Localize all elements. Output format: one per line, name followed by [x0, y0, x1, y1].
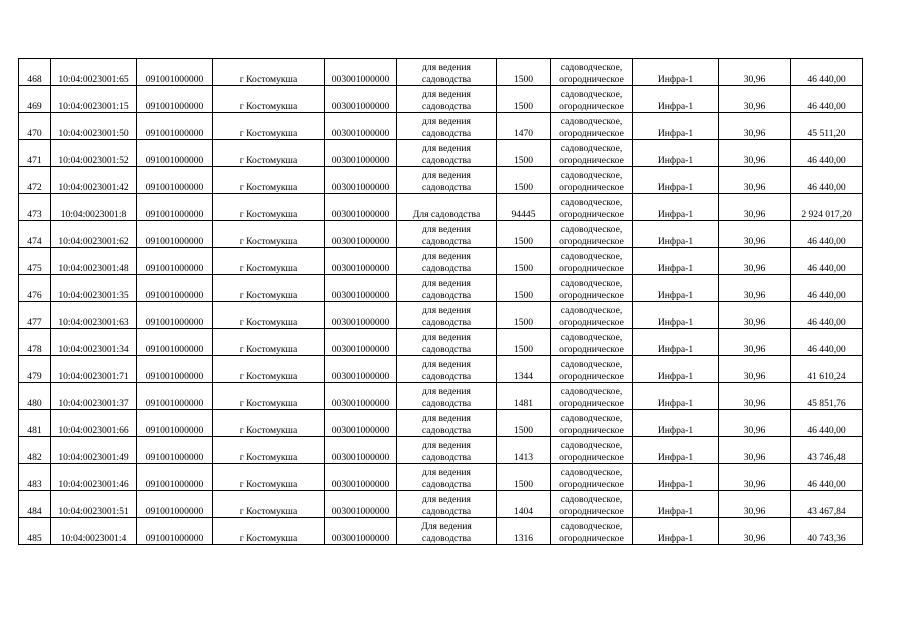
rate-cell: 30,96 [719, 275, 791, 302]
table-row [19, 248, 863, 275]
row-number-cell: 482 [19, 437, 51, 464]
row-number-cell: 469 [19, 86, 51, 113]
permitted-use-line-1: для ведения [422, 143, 471, 154]
locality-cell: г Костомукша [213, 275, 325, 302]
area-cell: 1470 [497, 113, 551, 140]
group-cell: Инфра-1 [633, 59, 719, 86]
category-cell [551, 437, 633, 464]
cadastral-number-cell: 10:04:0023001:63 [51, 302, 137, 329]
permitted-use-cell [397, 59, 497, 86]
permitted-use-cell [397, 167, 497, 194]
oktmo-cell: 091001000000 [137, 464, 213, 491]
permitted-use-line-1: для ведения [422, 170, 471, 181]
code-cell: 003001000000 [325, 113, 397, 140]
rate-cell: 30,96 [719, 383, 791, 410]
category-line-2: огородническое [559, 343, 624, 355]
permitted-use-line-1: для ведения [422, 89, 471, 100]
locality-cell: г Костомукша [213, 437, 325, 464]
category-line-2: огородническое [559, 316, 624, 328]
cadastral-cost-cell: 43 746,48 [791, 437, 863, 464]
locality-cell: г Костомукша [213, 86, 325, 113]
permitted-use-line-2: садоводства [421, 73, 472, 85]
row-number-cell: 485 [19, 518, 51, 545]
permitted-use-line-2: садоводства [421, 262, 472, 274]
category-line-1: садоводческое, [560, 224, 623, 235]
oktmo-cell: 091001000000 [137, 518, 213, 545]
permitted-use-cell [397, 248, 497, 275]
category-line-2: огородническое [559, 370, 624, 382]
rate-cell: 30,96 [719, 221, 791, 248]
area-cell: 1500 [497, 221, 551, 248]
permitted-use-line-1: для ведения [422, 332, 471, 343]
rate-cell: 30,96 [719, 410, 791, 437]
code-cell: 003001000000 [325, 221, 397, 248]
row-number-cell: 481 [19, 410, 51, 437]
permitted-use-cell [397, 518, 497, 545]
cadastral-number-cell: 10:04:0023001:42 [51, 167, 137, 194]
table-row [19, 194, 863, 221]
cadastral-number-cell: 10:04:0023001:49 [51, 437, 137, 464]
permitted-use-line-1: для ведения [422, 116, 471, 127]
permitted-use-line-2: садоводства [421, 154, 472, 166]
category-line-1: садоводческое, [560, 116, 623, 127]
category-line-1: садоводческое, [560, 170, 623, 181]
cadastral-cost-cell: 46 440,00 [791, 86, 863, 113]
locality-cell: г Костомукша [213, 167, 325, 194]
group-cell: Инфра-1 [633, 491, 719, 518]
cadastral-cost-cell: 46 440,00 [791, 410, 863, 437]
rate-cell: 30,96 [719, 167, 791, 194]
category-cell [551, 464, 633, 491]
rate-cell: 30,96 [719, 491, 791, 518]
permitted-use-cell [397, 464, 497, 491]
area-cell: 1500 [497, 275, 551, 302]
permitted-use-line-2: садоводства [421, 370, 472, 382]
oktmo-cell: 091001000000 [137, 167, 213, 194]
permitted-use-cell [397, 356, 497, 383]
cadastral-number-cell: 10:04:0023001:66 [51, 410, 137, 437]
category-line-1: садоводческое, [560, 467, 623, 478]
table-row [19, 167, 863, 194]
category-line-1: садоводческое, [560, 305, 623, 316]
cadastral-cost-cell: 46 440,00 [791, 302, 863, 329]
row-number-cell: 483 [19, 464, 51, 491]
rate-cell: 30,96 [719, 140, 791, 167]
table-row [19, 275, 863, 302]
code-cell: 003001000000 [325, 437, 397, 464]
oktmo-cell: 091001000000 [137, 86, 213, 113]
permitted-use-line-1: для ведения [422, 386, 471, 397]
permitted-use-line-2: садоводства [421, 343, 472, 355]
table-row [19, 59, 863, 86]
permitted-use-line-1: для ведения [422, 251, 471, 262]
permitted-use-line-2: садоводства [421, 505, 472, 517]
cadastral-number-cell: 10:04:0023001:15 [51, 86, 137, 113]
oktmo-cell: 091001000000 [137, 356, 213, 383]
oktmo-cell: 091001000000 [137, 221, 213, 248]
table-body [19, 59, 863, 545]
table-row [19, 329, 863, 356]
cadastral-cost-cell: 40 743,36 [791, 518, 863, 545]
cadastral-number-cell: 10:04:0023001:46 [51, 464, 137, 491]
code-cell: 003001000000 [325, 302, 397, 329]
category-cell [551, 86, 633, 113]
permitted-use-line-1: для ведения [422, 62, 471, 73]
table-row [19, 491, 863, 518]
category-line-2: огородническое [559, 424, 624, 436]
table-row [19, 113, 863, 140]
oktmo-cell: 091001000000 [137, 275, 213, 302]
category-line-2: огородническое [559, 505, 624, 517]
cadastral-number-cell: 10:04:0023001:37 [51, 383, 137, 410]
land-plots-table [18, 58, 863, 545]
permitted-use-line-2: садоводства [421, 451, 472, 463]
table-row [19, 302, 863, 329]
permitted-use-line-2: садоводства [421, 127, 472, 139]
locality-cell: г Костомукша [213, 140, 325, 167]
locality-cell: г Костомукша [213, 329, 325, 356]
category-cell [551, 59, 633, 86]
table-row [19, 518, 863, 545]
code-cell: 003001000000 [325, 383, 397, 410]
row-number-cell: 474 [19, 221, 51, 248]
locality-cell: г Костомукша [213, 464, 325, 491]
locality-cell: г Костомукша [213, 383, 325, 410]
oktmo-cell: 091001000000 [137, 491, 213, 518]
permitted-use-line-1: для ведения [422, 494, 471, 505]
cadastral-number-cell: 10:04:0023001:71 [51, 356, 137, 383]
cadastral-number-cell: 10:04:0023001:48 [51, 248, 137, 275]
cadastral-number-cell: 10:04:0023001:35 [51, 275, 137, 302]
cadastral-cost-cell: 46 440,00 [791, 167, 863, 194]
cadastral-number-cell: 10:04:0023001:51 [51, 491, 137, 518]
rate-cell: 30,96 [719, 329, 791, 356]
row-number-cell: 475 [19, 248, 51, 275]
cadastral-number-cell: 10:04:0023001:62 [51, 221, 137, 248]
area-cell: 94445 [497, 194, 551, 221]
permitted-use-cell [397, 383, 497, 410]
category-line-1: садоводческое, [560, 521, 623, 532]
group-cell: Инфра-1 [633, 437, 719, 464]
permitted-use-cell [397, 86, 497, 113]
permitted-use-line-1: для ведения [422, 413, 471, 424]
group-cell: Инфра-1 [633, 167, 719, 194]
category-cell [551, 383, 633, 410]
code-cell: 003001000000 [325, 410, 397, 437]
group-cell: Инфра-1 [633, 356, 719, 383]
code-cell: 003001000000 [325, 248, 397, 275]
area-cell: 1500 [497, 410, 551, 437]
row-number-cell: 479 [19, 356, 51, 383]
area-cell: 1500 [497, 167, 551, 194]
row-number-cell: 484 [19, 491, 51, 518]
cadastral-number-cell: 10:04:0023001:65 [51, 59, 137, 86]
cadastral-cost-cell: 46 440,00 [791, 59, 863, 86]
row-number-cell: 478 [19, 329, 51, 356]
category-cell [551, 140, 633, 167]
category-line-2: огородническое [559, 451, 624, 463]
locality-cell: г Костомукша [213, 113, 325, 140]
cadastral-number-cell: 10:04:0023001:34 [51, 329, 137, 356]
group-cell: Инфра-1 [633, 464, 719, 491]
group-cell: Инфра-1 [633, 410, 719, 437]
category-line-2: огородническое [559, 289, 624, 301]
permitted-use-line-2: садоводства [421, 100, 472, 112]
area-cell: 1404 [497, 491, 551, 518]
row-number-cell: 480 [19, 383, 51, 410]
cadastral-cost-cell: 46 440,00 [791, 329, 863, 356]
category-line-1: садоводческое, [560, 251, 623, 262]
cadastral-cost-cell: 46 440,00 [791, 464, 863, 491]
table-row [19, 464, 863, 491]
permitted-use-cell [397, 302, 497, 329]
category-line-1: садоводческое, [560, 494, 623, 505]
permitted-use-line-1: для ведения [422, 440, 471, 451]
rate-cell: 30,96 [719, 518, 791, 545]
row-number-cell: 468 [19, 59, 51, 86]
permitted-use-line-2: садоводства [421, 316, 472, 328]
area-cell: 1500 [497, 59, 551, 86]
permitted-use-cell [397, 410, 497, 437]
permitted-use-line-2: Для садоводства [412, 208, 481, 220]
permitted-use-line-2: садоводства [421, 397, 472, 409]
group-cell: Инфра-1 [633, 140, 719, 167]
cadastral-cost-cell: 43 467,84 [791, 491, 863, 518]
category-line-2: огородническое [559, 73, 624, 85]
category-line-2: огородническое [559, 127, 624, 139]
category-line-1: садоводческое, [560, 359, 623, 370]
category-line-2: огородническое [559, 235, 624, 247]
area-cell: 1500 [497, 140, 551, 167]
group-cell: Инфра-1 [633, 518, 719, 545]
cadastral-cost-cell: 45 511,20 [791, 113, 863, 140]
code-cell: 003001000000 [325, 275, 397, 302]
category-line-1: садоводческое, [560, 197, 623, 208]
group-cell: Инфра-1 [633, 221, 719, 248]
rate-cell: 30,96 [719, 248, 791, 275]
category-line-1: садоводческое, [560, 386, 623, 397]
category-line-1: садоводческое, [560, 440, 623, 451]
category-cell [551, 248, 633, 275]
table-row [19, 383, 863, 410]
permitted-use-line-2: садоводства [421, 424, 472, 436]
category-line-2: огородническое [559, 100, 624, 112]
locality-cell: г Костомукша [213, 221, 325, 248]
locality-cell: г Костомукша [213, 302, 325, 329]
row-number-cell: 472 [19, 167, 51, 194]
category-line-2: огородническое [559, 532, 624, 544]
permitted-use-cell [397, 275, 497, 302]
group-cell: Инфра-1 [633, 194, 719, 221]
code-cell: 003001000000 [325, 140, 397, 167]
category-cell [551, 194, 633, 221]
rate-cell: 30,96 [719, 194, 791, 221]
category-cell [551, 356, 633, 383]
permitted-use-cell [397, 194, 497, 221]
cadastral-cost-cell: 46 440,00 [791, 275, 863, 302]
code-cell: 003001000000 [325, 464, 397, 491]
category-line-2: огородническое [559, 181, 624, 193]
category-cell [551, 410, 633, 437]
permitted-use-cell [397, 437, 497, 464]
table-row [19, 356, 863, 383]
group-cell: Инфра-1 [633, 86, 719, 113]
permitted-use-cell [397, 221, 497, 248]
locality-cell: г Костомукша [213, 518, 325, 545]
oktmo-cell: 091001000000 [137, 113, 213, 140]
category-line-1: садоводческое, [560, 62, 623, 73]
locality-cell: г Костомукша [213, 194, 325, 221]
permitted-use-cell [397, 329, 497, 356]
locality-cell: г Костомукша [213, 356, 325, 383]
oktmo-cell: 091001000000 [137, 140, 213, 167]
cadastral-cost-cell: 41 610,24 [791, 356, 863, 383]
permitted-use-line-2: садоводства [421, 235, 472, 247]
area-cell: 1481 [497, 383, 551, 410]
category-line-1: садоводческое, [560, 89, 623, 100]
group-cell: Инфра-1 [633, 248, 719, 275]
oktmo-cell: 091001000000 [137, 383, 213, 410]
category-cell [551, 167, 633, 194]
oktmo-cell: 091001000000 [137, 437, 213, 464]
cadastral-cost-cell: 45 851,76 [791, 383, 863, 410]
rate-cell: 30,96 [719, 437, 791, 464]
rate-cell: 30,96 [719, 86, 791, 113]
category-line-1: садоводческое, [560, 143, 623, 154]
oktmo-cell: 091001000000 [137, 59, 213, 86]
oktmo-cell: 091001000000 [137, 410, 213, 437]
oktmo-cell: 091001000000 [137, 329, 213, 356]
permitted-use-line-1: для ведения [422, 359, 471, 370]
area-cell: 1500 [497, 302, 551, 329]
area-cell: 1316 [497, 518, 551, 545]
code-cell: 003001000000 [325, 194, 397, 221]
category-line-1: садоводческое, [560, 332, 623, 343]
area-cell: 1500 [497, 329, 551, 356]
area-cell: 1500 [497, 86, 551, 113]
table-row [19, 86, 863, 113]
row-number-cell: 477 [19, 302, 51, 329]
area-cell: 1413 [497, 437, 551, 464]
permitted-use-cell [397, 113, 497, 140]
category-line-2: огородническое [559, 478, 624, 490]
code-cell: 003001000000 [325, 59, 397, 86]
permitted-use-line-1: для ведения [422, 467, 471, 478]
table-row [19, 221, 863, 248]
cadastral-number-cell: 10:04:0023001:50 [51, 113, 137, 140]
locality-cell: г Костомукша [213, 59, 325, 86]
category-line-1: садоводческое, [560, 413, 623, 424]
category-cell [551, 221, 633, 248]
permitted-use-line-1: для ведения [422, 224, 471, 235]
cadastral-cost-cell: 46 440,00 [791, 221, 863, 248]
permitted-use-line-2: садоводства [421, 478, 472, 490]
category-cell [551, 329, 633, 356]
row-number-cell: 476 [19, 275, 51, 302]
cadastral-number-cell: 10:04:0023001:4 [51, 518, 137, 545]
permitted-use-line-2: садоводства [421, 289, 472, 301]
locality-cell: г Костомукша [213, 248, 325, 275]
category-line-1: садоводческое, [560, 278, 623, 289]
table-row [19, 410, 863, 437]
cadastral-cost-cell: 46 440,00 [791, 248, 863, 275]
code-cell: 003001000000 [325, 329, 397, 356]
permitted-use-line-2: садоводства [421, 532, 472, 544]
category-cell [551, 113, 633, 140]
group-cell: Инфра-1 [633, 113, 719, 140]
area-cell: 1344 [497, 356, 551, 383]
code-cell: 003001000000 [325, 518, 397, 545]
category-cell [551, 518, 633, 545]
area-cell: 1500 [497, 464, 551, 491]
category-line-2: огородническое [559, 262, 624, 274]
code-cell: 003001000000 [325, 167, 397, 194]
permitted-use-line-1: для ведения [422, 278, 471, 289]
oktmo-cell: 091001000000 [137, 194, 213, 221]
oktmo-cell: 091001000000 [137, 248, 213, 275]
group-cell: Инфра-1 [633, 302, 719, 329]
row-number-cell: 473 [19, 194, 51, 221]
group-cell: Инфра-1 [633, 383, 719, 410]
cadastral-number-cell: 10:04:0023001:52 [51, 140, 137, 167]
cadastral-cost-cell: 2 924 017,20 [791, 194, 863, 221]
locality-cell: г Костомукша [213, 410, 325, 437]
rate-cell: 30,96 [719, 464, 791, 491]
group-cell: Инфра-1 [633, 275, 719, 302]
rate-cell: 30,96 [719, 302, 791, 329]
code-cell: 003001000000 [325, 86, 397, 113]
category-line-2: огородническое [559, 208, 624, 220]
table-row [19, 140, 863, 167]
row-number-cell: 470 [19, 113, 51, 140]
table-row [19, 437, 863, 464]
category-cell [551, 275, 633, 302]
area-cell: 1500 [497, 248, 551, 275]
group-cell: Инфра-1 [633, 329, 719, 356]
permitted-use-cell [397, 491, 497, 518]
cadastral-number-cell: 10:04:0023001:8 [51, 194, 137, 221]
code-cell: 003001000000 [325, 491, 397, 518]
permitted-use-line-1: Для ведения [421, 521, 472, 532]
row-number-cell: 471 [19, 140, 51, 167]
cadastral-cost-cell: 46 440,00 [791, 140, 863, 167]
rate-cell: 30,96 [719, 356, 791, 383]
code-cell: 003001000000 [325, 356, 397, 383]
rate-cell: 30,96 [719, 113, 791, 140]
category-line-2: огородническое [559, 397, 624, 409]
permitted-use-line-1: для ведения [422, 305, 471, 316]
permitted-use-cell [397, 140, 497, 167]
locality-cell: г Костомукша [213, 491, 325, 518]
category-cell [551, 302, 633, 329]
category-cell [551, 491, 633, 518]
rate-cell: 30,96 [719, 59, 791, 86]
permitted-use-line-2: садоводства [421, 181, 472, 193]
oktmo-cell: 091001000000 [137, 302, 213, 329]
category-line-2: огородническое [559, 154, 624, 166]
